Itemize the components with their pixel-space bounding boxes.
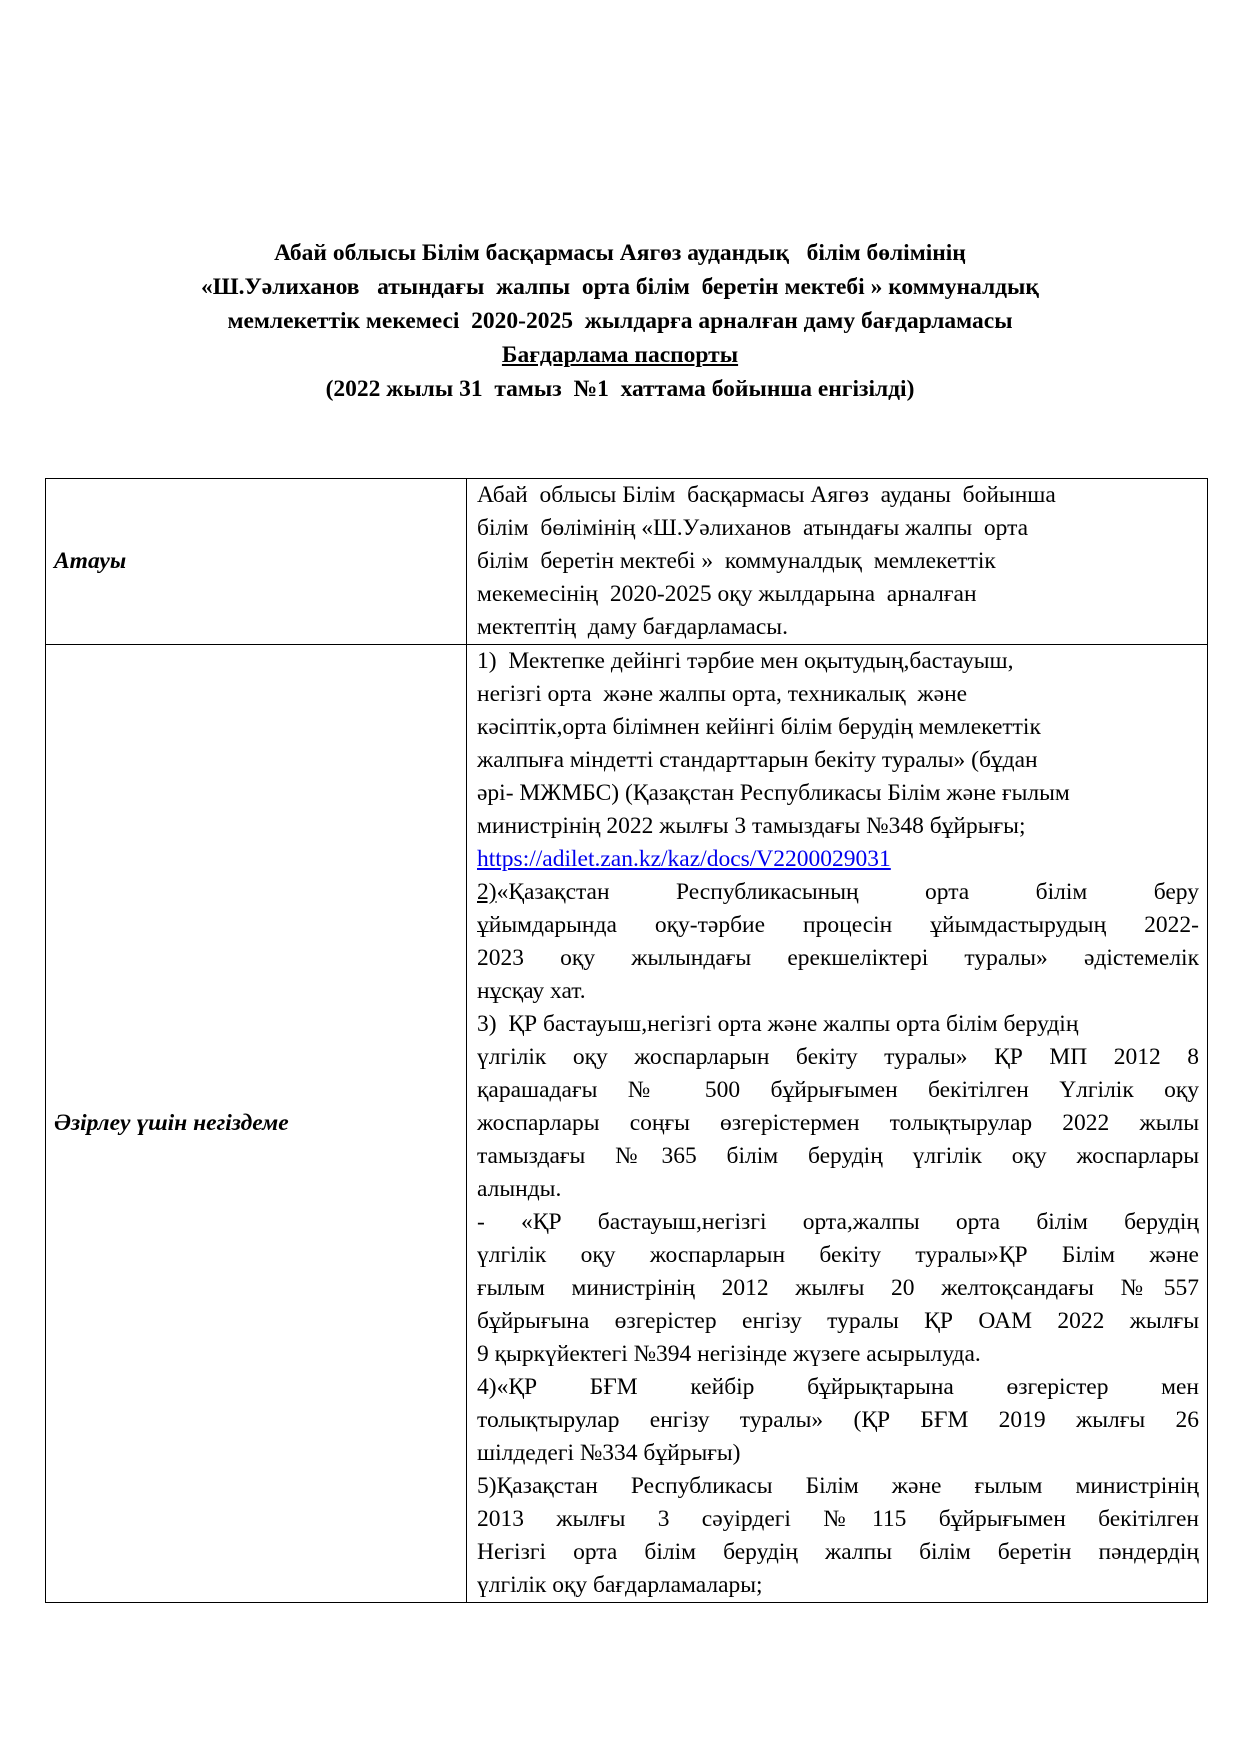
text-line: 3) ҚР бастауыш,негізгі орта және жалпы орта білім берудің [477, 1011, 1079, 1037]
text-line: 2023 оқу жылындағы ерекшеліктері туралы» әдістемелік [477, 945, 1199, 971]
text-line: Негізгі орта білім берудің жалпы білім беретін пәндердің [477, 1539, 1199, 1565]
text-fragment: «Қазақстан Республикасының орта білім беру [496, 879, 1199, 905]
text-line: үлгілік оқу жоспарларын бекіту туралы» ҚР МП 2012 8 [477, 1044, 1199, 1070]
text-line: Абай облысы Білім басқармасы Аягөз ауданы бойынша [477, 482, 1056, 508]
row-label-basis: Әзірлеу үшін негіздеме [46, 645, 467, 1603]
protocol-note: (2022 жылы 31 тамыз №1 хаттама бойынша енгізілді) [325, 376, 915, 402]
header-line-1: Абай облысы Білім басқармасы Аягөз аудандық білім бөлімінің [274, 240, 966, 266]
text-line: білім беретін мектебі » коммуналдық мемлекеттік [477, 548, 996, 574]
text-line: жоспарлары соңғы өзгерістермен толықтырулар 2022 жылы [477, 1110, 1199, 1136]
text-line: - «ҚР бастауыш,негізгі орта,жалпы орта білім берудің [477, 1209, 1199, 1235]
item-2-number: 2) [477, 879, 497, 905]
text-line: алынды. [477, 1176, 562, 1202]
row-value-name [467, 479, 1208, 645]
text-line: 1) Мектепке дейінгі тәрбие мен оқытудың,бастауыш, [477, 648, 1014, 674]
program-passport-table [45, 478, 1208, 1603]
text-line: негізгі орта және жалпы орта, техникалық және [477, 681, 968, 707]
text-line: тамыздағы №365 білім берудің үлгілік оқу жоспарлары [477, 1143, 1199, 1169]
text-line: мектептің даму бағдарламасы. [477, 614, 788, 640]
text-line: 9 қыркүйектегі №394 негізінде жүзеге асырылуда. [477, 1341, 981, 1367]
text-line: жалпыға міндетті стандарттарын бекіту туралы» (бұдан [477, 747, 1038, 773]
text-line: кәсіптік,орта білімнен кейінгі білім берудің мемлекеттік [477, 714, 1041, 740]
text-line: ұйымдарында оқу-тәрбие процесін ұйымдастырудың 2022- [477, 912, 1199, 938]
table-row-name [46, 479, 1208, 645]
table-row-basis [46, 645, 1208, 1603]
text-line: 4)«ҚР БҒМ кейбір бұйрықтарына өзгерістер мен [477, 1374, 1199, 1400]
text-line: бұйрығына өзгерістер енгізу туралы ҚР ОАМ 2022 жылғы [477, 1308, 1199, 1334]
row-value-basis [467, 645, 1208, 1603]
text-line: 2013 жылғы 3 сәуірдегі №115 бұйрығымен бекітілген [477, 1506, 1199, 1532]
text-line: үлгілік оқу бағдарламалары; [477, 1572, 763, 1598]
text-line: әрі- МЖМБС) (Қазақстан Республикасы Білім және ғылым [477, 780, 1070, 806]
header-line-2: «Ш.Уәлиханов атындағы жалпы орта білім беретін мектебі » коммуналдық [201, 274, 1039, 300]
text-line: толықтырулар енгізу туралы» (ҚР БҒМ 2019 жылғы 26 [477, 1407, 1199, 1433]
text-line: 5)Қазақстан Республикасы Білім және ғылым министрінің [477, 1473, 1199, 1499]
text-line: министрінің 2022 жылғы 3 тамыздағы №348 бұйрығы; [477, 813, 1026, 839]
text-line: шілдедегі №334 бұйрығы) [477, 1440, 741, 1466]
text-line [477, 876, 1199, 909]
text-line: ғылым министрінің 2012 жылғы 20 желтоқсандағы №557 [477, 1275, 1199, 1301]
text-line: мекемесінің 2020-2025 оқу жылдарына арналған [477, 581, 977, 607]
text-line: үлгілік оқу жоспарларын бекіту туралы»ҚР Білім және [477, 1242, 1199, 1268]
adilet-link[interactable]: https://adilet.zan.kz/kaz/docs/V2200029031 [477, 846, 891, 872]
header-line-3: мемлекеттік мекемесі 2020-2025 жылдарға арналған даму бағдарламасы [227, 308, 1013, 334]
document-header [60, 236, 1180, 406]
passport-subtitle: Бағдарлама паспорты [501, 342, 739, 368]
text-line: нұсқау хат. [477, 978, 586, 1004]
text-line: қарашадағы № 500 бұйрығымен бекітілген Үлгілік оқу [477, 1077, 1199, 1103]
text-line: білім бөлімінің «Ш.Уәлиханов атындағы жалпы орта [477, 515, 1029, 541]
row-label-name: Атауы [46, 479, 467, 645]
